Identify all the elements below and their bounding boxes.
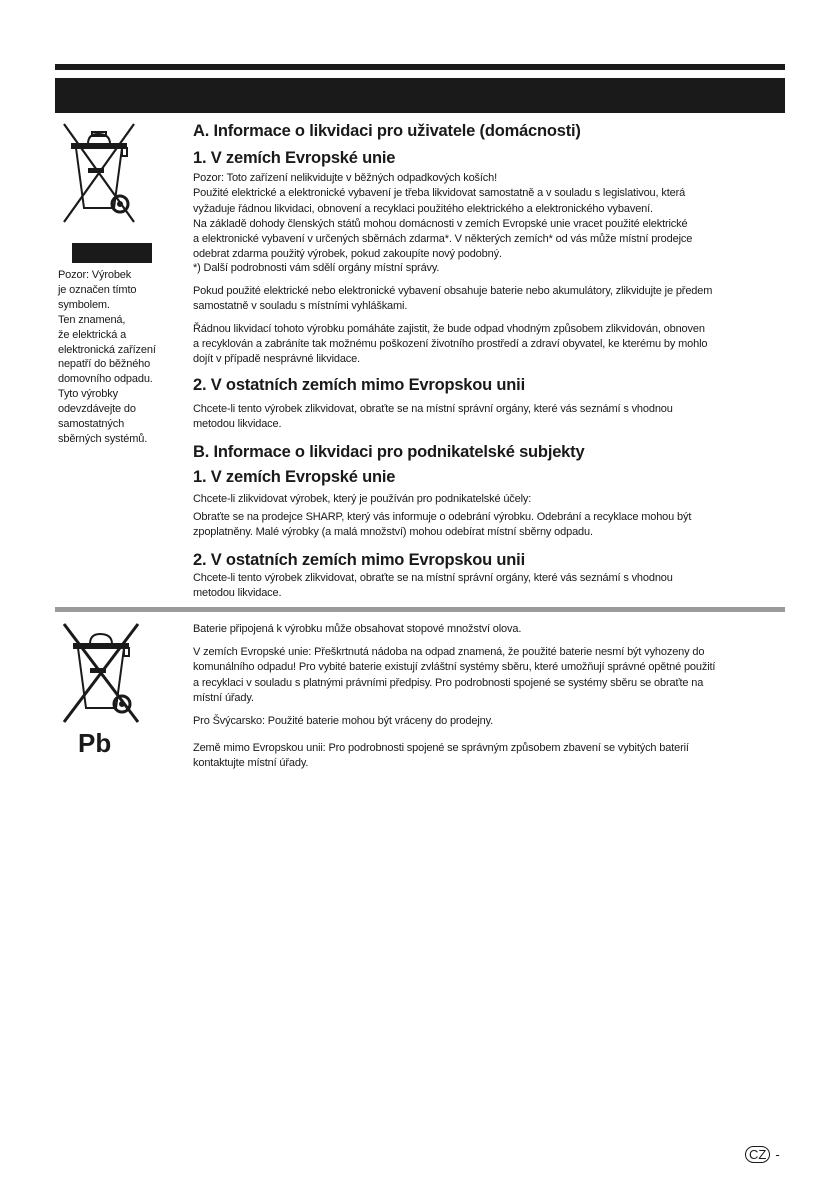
sidebar-line: sběrných systémů.: [58, 432, 148, 445]
paragraph-line: V zemích Evropské unie: Přeškrtnutá nádoba na odpad znamená, že použité baterie nesmí být vyhozeny do: [193, 646, 705, 658]
sidebar-line: Tyto výrobky: [58, 388, 118, 401]
paragraph-line: metodou likvidace.: [193, 587, 282, 599]
paragraph-line: a recyklaci v souladu s platnými právními předpisy. Pro podrobnosti spojené se systémy sběru se obraťte na: [193, 677, 704, 689]
paragraph-line: a elektronické vybavení v určených sběrnách zdarma*. V některých zemích* od vás může místní prodejce: [193, 233, 693, 245]
paragraph-line: dojít v případě nesprávné likvidace.: [193, 353, 361, 365]
paragraph-line: Řádnou likvidací tohoto výrobku pomáháte zajistit, že bude odpad vhodným způsobem zlikvidován, obnoven: [193, 323, 705, 335]
paragraph-line: Země mimo Evropskou unii: Pro podrobnosti spojené se správným způsobem zbavení se vybitých baterií: [193, 742, 689, 754]
section-divider: [55, 607, 785, 612]
paragraph-line: samostatně v souladu s místními vyhláškami.: [193, 300, 408, 312]
section-a-other-heading: 2. V ostatních zemích mimo Evropskou unii: [193, 376, 525, 394]
paragraph-line: Pro Švýcarsko: Použité baterie mohou být vráceny do prodejny.: [193, 715, 494, 727]
page-footer: [745, 1146, 780, 1163]
country-code-badge: CZ: [745, 1146, 770, 1163]
paragraph-line: Pokud použité elektrické nebo elektronické vybavení obsahuje baterie nebo akumulátory, zlikvidujte je předem: [193, 285, 713, 297]
paragraph-line: Pozor: Toto zařízení nelikvidujte v běžných odpadkových koších!: [193, 172, 498, 184]
paragraph-line: místní úřady.: [193, 692, 254, 704]
section-b-eu-heading: 1. V zemích Evropské unie: [193, 468, 396, 486]
lead-symbol-label: Pb: [78, 728, 112, 758]
black-bar-marker: [72, 243, 152, 263]
paragraph-line: Chcete-li tento výrobek zlikvidovat, obraťte se na místní správní orgány, které vás seznámí s vhodnou: [193, 572, 673, 584]
paragraph-line: metodou likvidace.: [193, 418, 282, 430]
sidebar-line: Ten znamená,: [58, 313, 126, 326]
sidebar-line: odevzdávejte do: [58, 403, 136, 416]
page-number: -: [775, 1147, 780, 1162]
title-banner: [55, 78, 785, 113]
sidebar-line: samostatných: [58, 418, 125, 430]
section-b-heading: B. Informace o likvidaci pro podnikatelské subjekty: [193, 443, 585, 461]
sidebar-line: že elektrická a: [58, 328, 127, 341]
crossed-out-battery-bin-icon: [60, 622, 140, 728]
paragraph-line: Chcete-li zlikvidovat výrobek, který je používán pro podnikatelské účely:: [193, 493, 532, 505]
top-rule: [55, 64, 785, 70]
paragraph-line: Na základě dohody členských států mohou domácnosti v zemích Evropské unie vracet použité elektrické: [193, 218, 688, 230]
paragraph-line: Obraťte se na prodejce SHARP, který vás informuje o odebrání výrobku. Odebrání a recyklace mohou být: [193, 511, 692, 523]
section-a-eu-heading: 1. V zemích Evropské unie: [193, 149, 396, 167]
section-a-heading: A. Informace o likvidaci pro uživatele (domácnosti): [193, 122, 581, 140]
paragraph-line: Baterie připojená k výrobku může obsahovat stopové množství olova.: [193, 623, 522, 635]
paragraph-line: komunálního odpadu! Pro vybité baterie existují zvláštní systémy sběru, které umožňují správné opětné použití: [193, 661, 716, 673]
sidebar-line: domovního odpadu.: [58, 373, 153, 386]
crossed-out-wheelie-bin-icon: [58, 122, 138, 228]
sidebar-line: je označen tímto: [58, 283, 137, 296]
paragraph-line: Chcete-li tento výrobek zlikvidovat, obraťte se na místní správní orgány, které vás seznámí s vhodnou: [193, 403, 673, 415]
paragraph-line: *) Další podrobnosti vám sdělí orgány místní správy.: [193, 262, 440, 274]
paragraph-line: zpoplatněny. Malé výrobky (a malá množství) mohou odebírat místní sběrny odpadu.: [193, 526, 593, 538]
section-b-other-heading: 2. V ostatních zemích mimo Evropskou unii: [193, 551, 525, 569]
paragraph-line: kontaktujte místní úřady.: [193, 757, 309, 769]
paragraph-line: vyžaduje řádnou likvidaci, obnovení a recyklaci použitého elektrického a elektronického vybavení.: [193, 203, 653, 215]
paragraph-line: Použité elektrické a elektronické vybavení je třeba likvidovat samostatně a v souladu s legislativou, která: [193, 187, 686, 199]
paragraph-line: odebrat zdarma použitý výrobek, pokud zakoupíte nový podobný.: [193, 248, 502, 260]
sidebar-line: elektronická zařízení: [58, 343, 156, 356]
sidebar-line: symbolem.: [58, 298, 110, 311]
sidebar-line: Pozor: Výrobek: [58, 269, 132, 281]
sidebar-line: nepatří do běžného: [58, 358, 151, 371]
paragraph-line: a recyklován a zabráníte tak možnému poškození životního prostředí a zdraví obyvatel, ke kterému by mohlo: [193, 338, 708, 350]
